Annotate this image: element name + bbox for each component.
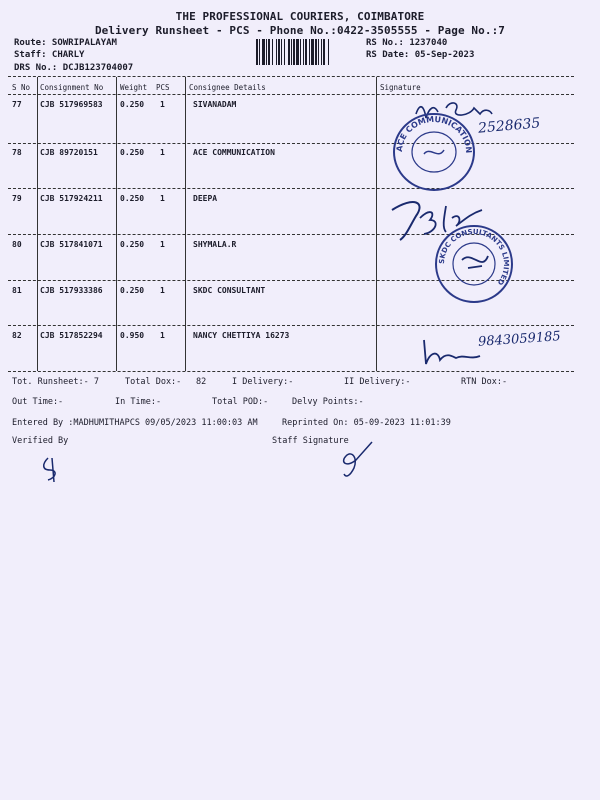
ace-communication-stamp [384, 110, 484, 194]
row-consignment: CJB 89720151 [40, 148, 98, 157]
row-sno: 78 [12, 148, 22, 157]
row-sno: 81 [12, 286, 22, 295]
row-weight: 0.950 [120, 331, 145, 340]
column-divider [376, 77, 377, 371]
verified-by-label: Verified By [12, 436, 69, 446]
stamp-ring-text: ACE COMMUNICATION [394, 114, 474, 154]
row-consignment: CJB 517924211 [40, 194, 103, 203]
row-pcs: 1 [160, 286, 165, 295]
col-header-weight: Weight [120, 83, 148, 92]
staff-signature-mark [336, 438, 376, 482]
rs-date: RS Date: 05-Sep-2023 [366, 50, 475, 60]
row-consignment: CJB 517969583 [40, 100, 103, 109]
total-dox-value: 82 [196, 377, 207, 387]
i-delivery: I Delivery:- [232, 377, 294, 387]
skdc-consultants-stamp [424, 220, 524, 308]
row-consignment: CJB 517933386 [40, 286, 103, 295]
handwritten-number-82: 9843059185 [477, 329, 562, 350]
row-consignee: ACE COMMUNICATION [193, 148, 275, 157]
col-header-consignee: Consignee Details [189, 83, 266, 92]
table-header-rule [8, 94, 574, 95]
staff-signature-label: Staff Signature [272, 436, 349, 446]
row-sno: 82 [12, 331, 22, 340]
rs-number: RS No.: 1237040 [366, 38, 448, 48]
svg-text:ACE COMMUNICATION [395, 115, 473, 154]
route-label: Route: SOWRIPALAYAM [14, 38, 117, 48]
row-consignment: CJB 517852294 [40, 331, 103, 340]
delvy-points: Delvy Points:- [292, 397, 364, 407]
total-pod: Total POD:- [212, 397, 269, 407]
runsheet-title: Delivery Runsheet - PCS - Phone No.:0422-3505555 - Page No.:7 [94, 24, 506, 37]
total-dox-label: Total Dox:- [125, 377, 182, 387]
row-sno: 79 [12, 194, 22, 203]
column-divider [185, 77, 186, 371]
in-time: In Time:- [115, 397, 162, 407]
barcode-image [256, 39, 356, 65]
drs-number: DRS No.: DCJB123704007 [14, 63, 134, 73]
out-time: Out Time:- [12, 397, 64, 407]
col-header-sno: S No [12, 83, 31, 92]
col-header-pcs: PCS [156, 83, 170, 92]
row-consignee: SKDC CONSULTANT [193, 286, 266, 295]
staff-label: Staff: CHARLY [14, 50, 85, 60]
row-weight: 0.250 [120, 286, 145, 295]
company-name: THE PROFESSIONAL COURIERS, COIMBATORE [175, 10, 425, 23]
row-pcs: 1 [160, 240, 165, 249]
row-consignment: CJB 517841071 [40, 240, 103, 249]
reprinted-on: Reprinted On: 05-09-2023 11:01:39 [282, 418, 451, 428]
row-pcs: 1 [160, 100, 165, 109]
stamp-ring-text: SKDC CONSULTANTS LIMITED [437, 227, 511, 287]
row-sno: 77 [12, 100, 22, 109]
column-divider [116, 77, 117, 371]
row-pcs: 1 [160, 331, 165, 340]
col-header-signature: Signature [380, 83, 421, 92]
row-weight: 0.250 [120, 240, 145, 249]
row-consignee: DEEPA [193, 194, 218, 203]
table-top-rule [8, 76, 574, 77]
row-sno: 80 [12, 240, 22, 249]
row-weight: 0.250 [120, 100, 145, 109]
rtn-dox: RTN Dox:- [461, 377, 508, 387]
entered-by: Entered By :MADHUMITHAPCS 09/05/2023 11:00:03 AM [12, 418, 258, 428]
col-header-consignment: Consignment No [40, 83, 104, 92]
table-bottom-rule [8, 371, 574, 372]
row-weight: 0.250 [120, 194, 145, 203]
row-consignee: SHYMALA.R [193, 240, 237, 249]
ii-delivery: II Delivery:- [344, 377, 411, 387]
tot-runsheet: Tot. Runsheet:- 7 [12, 377, 99, 387]
row-pcs: 1 [160, 194, 165, 203]
handwritten-number-77: 2528635 [477, 115, 541, 137]
row-weight: 0.250 [120, 148, 145, 157]
row-divider [8, 325, 574, 326]
verified-by-signature [36, 454, 66, 484]
column-divider [37, 77, 38, 371]
row-pcs: 1 [160, 148, 165, 157]
row-consignee: SIVANADAM [193, 100, 237, 109]
row-consignee: NANCY CHETTIYA 16273 [193, 331, 290, 340]
